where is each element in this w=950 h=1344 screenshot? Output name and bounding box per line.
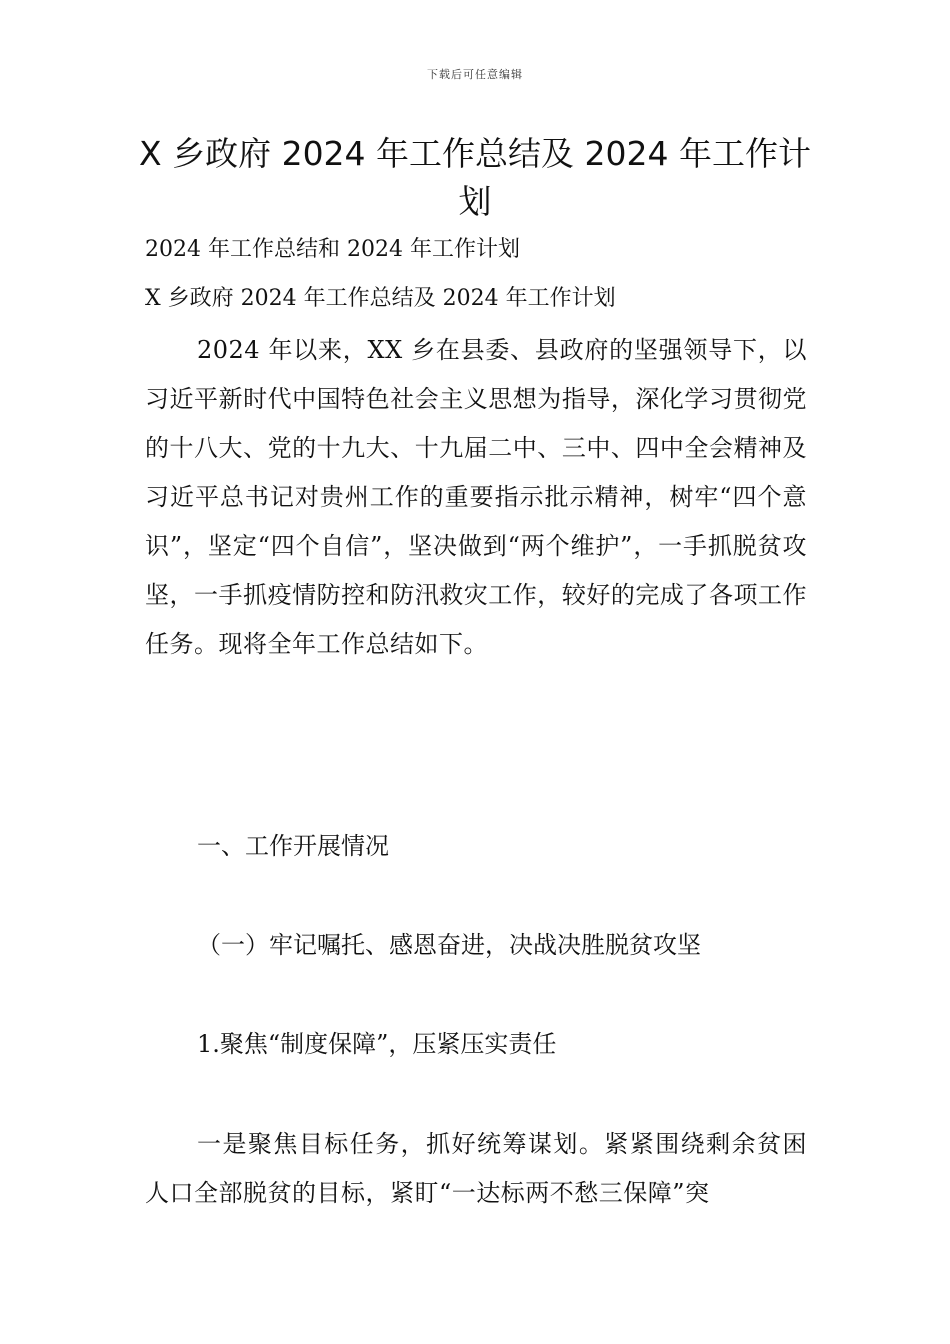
subtitle-line-1: 2024 年工作总结和 2024 年工作计划 [145, 237, 520, 262]
item-heading: 1.聚焦“制度保障”，压紧压实责任 [197, 1030, 557, 1058]
section-heading: 一、工作开展情况 [197, 832, 389, 860]
sub-section-heading: （一）牢记嘱托、感恩奋进，决战决胜脱贫攻坚 [197, 931, 701, 959]
header-note: 下载后可任意编辑 [427, 68, 523, 81]
intro-paragraph: 2024 年以来，XX 乡在县委、县政府的坚强领导下，以习近平新时代中国特色社会主义思想为指导，深化学习贯彻党的十八大、党的十九大、十九届二中、三中、四中全会精神及习近平总书记对贵州工作的重要指示批示精神，树牢“四个意识”，坚定“四个自信”，坚决做到“两个维护”，一手抓脱贫攻坚，一手抓疫情防控和防汛救灾工作，较好的完成了各项工作任务。现将全年工作总结如下。 [145, 336, 807, 658]
body-paragraph: 一是聚焦目标任务，抓好统筹谋划。紧紧围绕剩余贫困人口全部脱贫的目标，紧盯“一达标两不愁三保障”突 [145, 1130, 807, 1207]
subtitle-line-2: X 乡政府 2024 年工作总结及 2024 年工作计划 [145, 286, 616, 311]
document-title: X 乡政府 2024 年工作总结及 2024 年工作计划 [138, 134, 812, 221]
